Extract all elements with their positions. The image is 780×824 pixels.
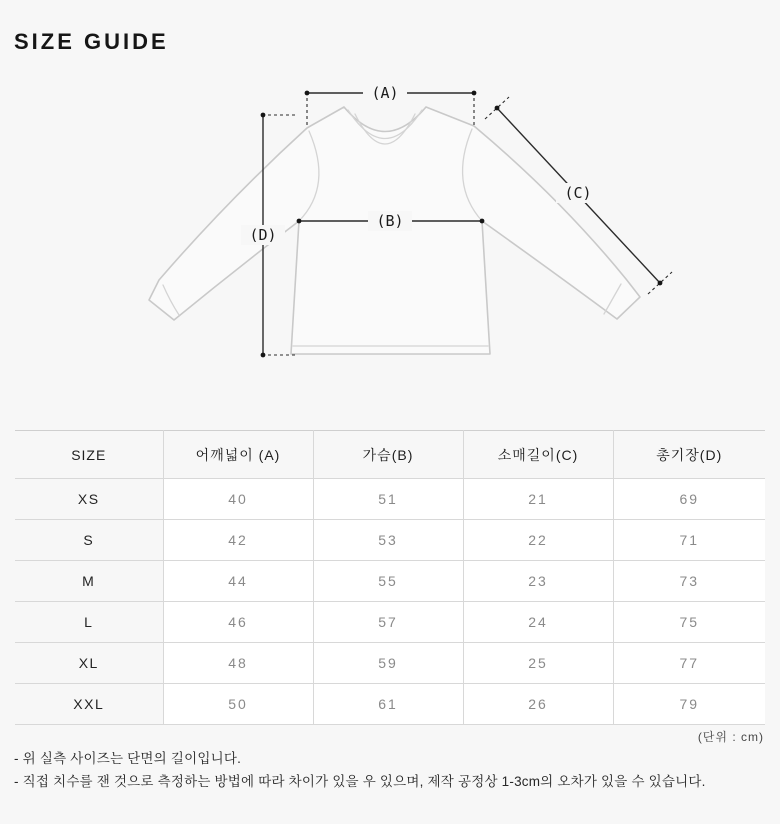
column-header: 어깨넓이 (A) [163, 431, 313, 479]
measurement-value-cell: 24 [463, 602, 613, 643]
column-header: 가슴(B) [313, 431, 463, 479]
measurement-value-cell: 46 [163, 602, 313, 643]
size-label-cell: S [15, 520, 163, 561]
measurement-value-cell: 51 [313, 479, 463, 520]
size-label-cell: L [15, 602, 163, 643]
note-line-2: - 직접 치수를 잰 것으로 측정하는 방법에 따라 차이가 있을 우 있으며, 제작 공정상 1-3cm의 오차가 있을 수 있습니다. [14, 774, 706, 790]
unit-note: (단위 : cm) [697, 730, 764, 744]
size-table-body [15, 479, 765, 725]
size-label-cell: XXL [15, 684, 163, 725]
page-title: SIZE GUIDE [14, 29, 169, 54]
table-row [15, 561, 765, 602]
measurement-value-cell: 23 [463, 561, 613, 602]
measurement-value-cell: 25 [463, 643, 613, 684]
column-header: 총기장(D) [613, 431, 765, 479]
label-d: (D) [249, 226, 277, 244]
bottom-notes [14, 747, 766, 793]
table-row [15, 520, 765, 561]
measurement-value-cell: 69 [613, 479, 765, 520]
table-row [15, 684, 765, 725]
measurement-value-cell: 22 [463, 520, 613, 561]
table-row [15, 643, 765, 684]
measurement-value-cell: 79 [613, 684, 765, 725]
measurement-value-cell: 75 [613, 602, 765, 643]
label-b: (B) [376, 212, 404, 230]
measurement-value-cell: 57 [313, 602, 463, 643]
measurement-value-cell: 59 [313, 643, 463, 684]
measurement-value-cell: 26 [463, 684, 613, 725]
size-label-cell: M [15, 561, 163, 602]
measurement-value-cell: 44 [163, 561, 313, 602]
measurement-value-cell: 71 [613, 520, 765, 561]
measurement-value-cell: 42 [163, 520, 313, 561]
measurement-value-cell: 55 [313, 561, 463, 602]
size-label-cell: XL [15, 643, 163, 684]
column-header: 소매길이(C) [463, 431, 613, 479]
column-header: SIZE [15, 431, 163, 479]
measurement-value-cell: 50 [163, 684, 313, 725]
table-row [15, 602, 765, 643]
measurement-value-cell: 48 [163, 643, 313, 684]
table-header-row [15, 431, 765, 479]
measurement-value-cell: 73 [613, 561, 765, 602]
note-line-1: - 위 실측 사이즈는 단면의 길이입니다. [14, 751, 242, 766]
measurement-value-cell: 21 [463, 479, 613, 520]
label-a: (A) [371, 84, 399, 102]
size-chart-table [15, 430, 765, 725]
garment-measurement-diagram [0, 70, 780, 430]
measurement-value-cell: 77 [613, 643, 765, 684]
measurement-value-cell: 53 [313, 520, 463, 561]
size-label-cell: XS [15, 479, 163, 520]
measurement-value-cell: 61 [313, 684, 463, 725]
table-row [15, 479, 765, 520]
measurement-value-cell: 40 [163, 479, 313, 520]
label-c: (C) [564, 184, 592, 202]
